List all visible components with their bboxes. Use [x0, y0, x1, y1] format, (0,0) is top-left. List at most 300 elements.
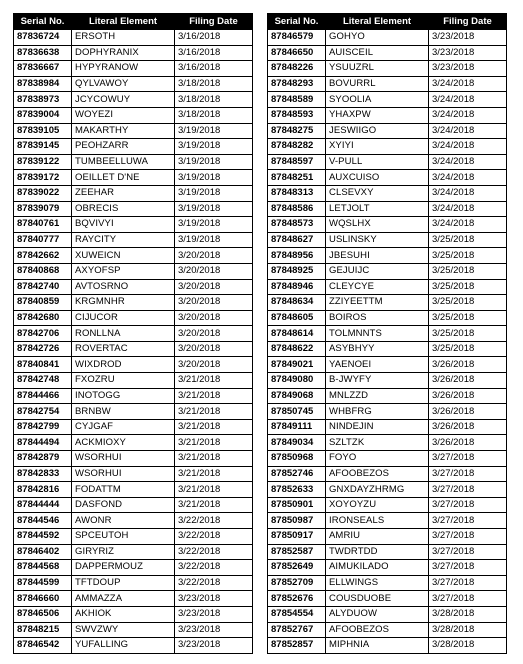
table-row [14, 263, 253, 279]
filing-table-left [13, 13, 253, 654]
literal-element-cell: BQVIVYI [72, 217, 175, 233]
filing-date-cell: 3/16/2018 [175, 45, 253, 61]
serial-number-cell: 87842662 [14, 248, 72, 264]
serial-number-cell: 87849068 [268, 388, 326, 404]
table-row [268, 435, 507, 451]
literal-element-cell: HYPYRANOW [72, 61, 175, 77]
serial-number-cell: 87844494 [14, 435, 72, 451]
serial-number-cell: 87842799 [14, 419, 72, 435]
table-row [268, 497, 507, 513]
literal-element-cell: ALYDUOW [326, 606, 429, 622]
table-row [268, 560, 507, 576]
serial-number-cell: 87852676 [268, 591, 326, 607]
serial-number-cell: 87844568 [14, 560, 72, 576]
literal-element-cell: FXOZRU [72, 373, 175, 389]
literal-element-cell: ZEEHAR [72, 185, 175, 201]
serial-number-cell: 87838984 [14, 76, 72, 92]
literal-element-cell: AVTOSRNO [72, 279, 175, 295]
table-row [268, 357, 507, 373]
filing-date-cell: 3/23/2018 [429, 30, 507, 46]
literal-element-cell: BOIROS [326, 310, 429, 326]
filing-date-cell: 3/21/2018 [175, 497, 253, 513]
literal-element-cell: BRNBW [72, 404, 175, 420]
table-row [268, 451, 507, 467]
serial-number-cell: 87840761 [14, 217, 72, 233]
table-row [268, 606, 507, 622]
serial-number-cell: 87848622 [268, 341, 326, 357]
serial-number-cell: 87842879 [14, 451, 72, 467]
filing-date-cell: 3/24/2018 [429, 107, 507, 123]
table-row [268, 248, 507, 264]
filing-date-cell: 3/21/2018 [175, 435, 253, 451]
serial-number-cell: 87848275 [268, 123, 326, 139]
table-row [14, 76, 253, 92]
serial-number-cell: 87852587 [268, 544, 326, 560]
serial-number-cell: 87844546 [14, 513, 72, 529]
filing-date-cell: 3/26/2018 [429, 373, 507, 389]
literal-element-cell: AIMUKILADO [326, 560, 429, 576]
filing-date-cell: 3/28/2018 [429, 638, 507, 654]
serial-number-cell: 87838973 [14, 92, 72, 108]
filing-date-cell: 3/25/2018 [429, 232, 507, 248]
table-row [14, 201, 253, 217]
serial-number-cell: 87848251 [268, 170, 326, 186]
literal-element-cell: AMMAZZA [72, 591, 175, 607]
serial-number-cell: 87849021 [268, 357, 326, 373]
filing-date-cell: 3/26/2018 [429, 404, 507, 420]
literal-element-cell: GNXDAYZHRMG [326, 482, 429, 498]
table-row [14, 154, 253, 170]
literal-element-cell: AUXCUISO [326, 170, 429, 186]
literal-element-cell: OEILLET D'NE [72, 170, 175, 186]
filing-date-cell: 3/22/2018 [175, 575, 253, 591]
table-row [268, 154, 507, 170]
table-row [268, 638, 507, 654]
table-row [14, 638, 253, 654]
filing-date-cell: 3/23/2018 [175, 591, 253, 607]
serial-number-cell: 87844466 [14, 388, 72, 404]
table-row [14, 513, 253, 529]
literal-element-cell: DAPPERMOUZ [72, 560, 175, 576]
right-table-body [268, 30, 507, 654]
literal-element-cell: TWDRTDD [326, 544, 429, 560]
literal-element-cell: TFTDOUP [72, 575, 175, 591]
serial-number-cell: 87848627 [268, 232, 326, 248]
literal-element-cell: PEOHZARR [72, 139, 175, 155]
table-row [268, 217, 507, 233]
filing-date-cell: 3/24/2018 [429, 217, 507, 233]
literal-element-cell: ERSOTH [72, 30, 175, 46]
literal-element-cell: WSORHUI [72, 451, 175, 467]
literal-element-cell: RONLLNA [72, 326, 175, 342]
filing-date-cell: 3/22/2018 [175, 560, 253, 576]
table-row [14, 295, 253, 311]
literal-element-cell: KRGMNHR [72, 295, 175, 311]
literal-element-cell: WQSLHX [326, 217, 429, 233]
serial-number-cell: 87839122 [14, 154, 72, 170]
serial-number-cell: 87848226 [268, 61, 326, 77]
literal-element-cell: YUFALLING [72, 638, 175, 654]
table-row [14, 529, 253, 545]
literal-element-cell: COUSDUOBE [326, 591, 429, 607]
table-row [268, 529, 507, 545]
serial-number-cell: 87850968 [268, 451, 326, 467]
filing-date-cell: 3/22/2018 [175, 544, 253, 560]
table-row [268, 326, 507, 342]
filing-date-cell: 3/25/2018 [429, 326, 507, 342]
literal-element-cell: DASFOND [72, 497, 175, 513]
serial-number-cell: 87854554 [268, 606, 326, 622]
filing-date-cell: 3/26/2018 [429, 419, 507, 435]
header-row [268, 14, 507, 30]
filing-date-cell: 3/22/2018 [175, 529, 253, 545]
serial-number-cell: 87848589 [268, 92, 326, 108]
left-table-body [14, 30, 253, 654]
serial-number-cell: 87840841 [14, 357, 72, 373]
literal-element-cell: WOYEZI [72, 107, 175, 123]
literal-element-cell: ZZIYEETTM [326, 295, 429, 311]
table-row [268, 30, 507, 46]
literal-element-cell: QYLVAWOY [72, 76, 175, 92]
table-row [14, 139, 253, 155]
header-row [14, 14, 253, 30]
serial-number-cell: 87850901 [268, 497, 326, 513]
serial-number-cell: 87848634 [268, 295, 326, 311]
table-row [14, 544, 253, 560]
filing-date-cell: 3/28/2018 [429, 622, 507, 638]
table-row [268, 404, 507, 420]
filing-date-cell: 3/27/2018 [429, 575, 507, 591]
filing-date-cell: 3/24/2018 [429, 92, 507, 108]
table-row [14, 575, 253, 591]
table-row [14, 560, 253, 576]
filing-date-cell: 3/23/2018 [429, 45, 507, 61]
serial-header: Serial No. [14, 14, 72, 30]
literal-element-cell: YSUUZRL [326, 61, 429, 77]
table-row [268, 388, 507, 404]
table-row [268, 61, 507, 77]
table-row [268, 341, 507, 357]
filing-date-cell: 3/22/2018 [175, 513, 253, 529]
table-row [14, 482, 253, 498]
table-row [14, 373, 253, 389]
literal-element-cell: GEJUIJC [326, 263, 429, 279]
filing-date-cell: 3/20/2018 [175, 326, 253, 342]
table-row [14, 591, 253, 607]
serial-number-cell: 87852746 [268, 466, 326, 482]
serial-number-cell: 87836667 [14, 61, 72, 77]
serial-number-cell: 87850987 [268, 513, 326, 529]
serial-number-cell: 87852649 [268, 560, 326, 576]
serial-number-cell: 87842754 [14, 404, 72, 420]
filing-date-cell: 3/24/2018 [429, 201, 507, 217]
literal-element-cell: FOYO [326, 451, 429, 467]
table-row [268, 373, 507, 389]
filing-date-cell: 3/19/2018 [175, 217, 253, 233]
literal-element-cell: RAYCITY [72, 232, 175, 248]
table-row [268, 45, 507, 61]
serial-number-cell: 87839004 [14, 107, 72, 123]
filing-date-cell: 3/21/2018 [175, 388, 253, 404]
table-row [268, 295, 507, 311]
serial-number-cell: 87852709 [268, 575, 326, 591]
literal-element-cell: CLSEVXY [326, 185, 429, 201]
filing-date-cell: 3/28/2018 [429, 606, 507, 622]
literal-element-cell: ASYBHYY [326, 341, 429, 357]
literal-element-cell: B-JWYFY [326, 373, 429, 389]
table-row [14, 341, 253, 357]
serial-number-cell: 87849080 [268, 373, 326, 389]
literal-element-cell: ELLWINGS [326, 575, 429, 591]
table-row [14, 232, 253, 248]
literal-element-cell: GIRYRIZ [72, 544, 175, 560]
filing-table-right [267, 13, 507, 654]
serial-number-cell: 87848605 [268, 310, 326, 326]
table-row [14, 248, 253, 264]
table-row [14, 45, 253, 61]
literal-element-cell: GOHYO [326, 30, 429, 46]
filing-date-cell: 3/19/2018 [175, 154, 253, 170]
serial-number-cell: 87848956 [268, 248, 326, 264]
serial-number-cell: 87848614 [268, 326, 326, 342]
filing-date-cell: 3/20/2018 [175, 279, 253, 295]
filing-date-cell: 3/21/2018 [175, 419, 253, 435]
literal-element-cell: XUWEICN [72, 248, 175, 264]
serial-number-cell: 87844592 [14, 529, 72, 545]
table-row [14, 622, 253, 638]
filing-date-cell: 3/23/2018 [429, 61, 507, 77]
literal-element-cell: AWONR [72, 513, 175, 529]
serial-number-cell: 87852767 [268, 622, 326, 638]
serial-number-cell: 87852857 [268, 638, 326, 654]
filing-date-cell: 3/26/2018 [429, 388, 507, 404]
serial-number-cell: 87836724 [14, 30, 72, 46]
filing-date-cell: 3/21/2018 [175, 404, 253, 420]
filing-date-cell: 3/27/2018 [429, 513, 507, 529]
serial-number-cell: 87848925 [268, 263, 326, 279]
filing-date-cell: 3/19/2018 [175, 170, 253, 186]
literal-element-cell: SZLTZK [326, 435, 429, 451]
filing-date-cell: 3/25/2018 [429, 341, 507, 357]
literal-element-cell: SPCEUTOH [72, 529, 175, 545]
filing-date-cell: 3/20/2018 [175, 310, 253, 326]
literal-element-cell: BOVURRL [326, 76, 429, 92]
date-header: Filing Date [175, 14, 253, 30]
serial-number-cell: 87846402 [14, 544, 72, 560]
serial-number-cell: 87842748 [14, 373, 72, 389]
table-row [14, 326, 253, 342]
filing-date-cell: 3/25/2018 [429, 279, 507, 295]
table-row [268, 76, 507, 92]
table-row [14, 404, 253, 420]
table-row [268, 622, 507, 638]
serial-number-cell: 87840868 [14, 263, 72, 279]
filing-date-cell: 3/21/2018 [175, 373, 253, 389]
serial-number-cell: 87849111 [268, 419, 326, 435]
filing-date-cell: 3/24/2018 [429, 139, 507, 155]
filing-date-cell: 3/25/2018 [429, 248, 507, 264]
table-row [268, 201, 507, 217]
table-row [268, 591, 507, 607]
serial-number-cell: 87840777 [14, 232, 72, 248]
literal-element-cell: V-PULL [326, 154, 429, 170]
literal-element-cell: TOLMNNTS [326, 326, 429, 342]
serial-number-cell: 87836638 [14, 45, 72, 61]
table-row [268, 263, 507, 279]
literal-element-cell: AUISCEIL [326, 45, 429, 61]
literal-element-cell: CYJGAF [72, 419, 175, 435]
filing-date-cell: 3/18/2018 [175, 107, 253, 123]
filing-date-cell: 3/27/2018 [429, 497, 507, 513]
table-row [14, 217, 253, 233]
literal-element-cell: ROVERTAC [72, 341, 175, 357]
filing-date-cell: 3/27/2018 [429, 544, 507, 560]
table-row [268, 107, 507, 123]
table-row [14, 279, 253, 295]
table-row [268, 123, 507, 139]
literal-element-cell: YAENOEI [326, 357, 429, 373]
serial-number-cell: 87846660 [14, 591, 72, 607]
literal-element-cell: INOTOGG [72, 388, 175, 404]
literal-element-cell: AKHIOK [72, 606, 175, 622]
filing-date-cell: 3/24/2018 [429, 154, 507, 170]
table-row [14, 30, 253, 46]
literal-element-cell: JBESUHI [326, 248, 429, 264]
date-header: Filing Date [429, 14, 507, 30]
filing-date-cell: 3/21/2018 [175, 466, 253, 482]
filing-date-cell: 3/27/2018 [429, 529, 507, 545]
table-row [14, 170, 253, 186]
table-row [14, 388, 253, 404]
literal-element-cell: XYIYI [326, 139, 429, 155]
filing-date-cell: 3/20/2018 [175, 295, 253, 311]
table-row [268, 466, 507, 482]
literal-element-cell: SWVZWY [72, 622, 175, 638]
serial-number-cell: 87850917 [268, 529, 326, 545]
table-row [268, 513, 507, 529]
filing-date-cell: 3/18/2018 [175, 92, 253, 108]
table-row [268, 92, 507, 108]
serial-number-cell: 87842726 [14, 341, 72, 357]
literal-element-cell: CIJUCOR [72, 310, 175, 326]
filing-date-cell: 3/19/2018 [175, 201, 253, 217]
serial-number-cell: 87844599 [14, 575, 72, 591]
filing-date-cell: 3/19/2018 [175, 185, 253, 201]
literal-element-cell: USLINSKY [326, 232, 429, 248]
literal-element-cell: SYOOLIA [326, 92, 429, 108]
serial-number-cell: 87846579 [268, 30, 326, 46]
serial-number-cell: 87846542 [14, 638, 72, 654]
table-row [14, 185, 253, 201]
literal-element-cell: LETJOLT [326, 201, 429, 217]
filing-date-cell: 3/19/2018 [175, 232, 253, 248]
literal-element-cell: JCYCOWUY [72, 92, 175, 108]
serial-number-cell: 87839079 [14, 201, 72, 217]
literal-element-cell: AXYOFSP [72, 263, 175, 279]
filing-date-cell: 3/24/2018 [429, 123, 507, 139]
serial-number-cell: 87848282 [268, 139, 326, 155]
serial-number-cell: 87848573 [268, 217, 326, 233]
filing-date-cell: 3/18/2018 [175, 76, 253, 92]
literal-element-cell: AMRIU [326, 529, 429, 545]
filing-date-cell: 3/23/2018 [175, 638, 253, 654]
literal-element-cell: DOPHYRANIX [72, 45, 175, 61]
literal-element-cell: WSORHUI [72, 466, 175, 482]
serial-number-cell: 87848313 [268, 185, 326, 201]
table-row [14, 451, 253, 467]
table-row [268, 185, 507, 201]
literal-header: Literal Element [72, 14, 175, 30]
serial-number-cell: 87848293 [268, 76, 326, 92]
table-row [268, 310, 507, 326]
table-row [268, 544, 507, 560]
literal-element-cell: ACKMIOXY [72, 435, 175, 451]
serial-number-cell: 87839172 [14, 170, 72, 186]
literal-element-cell: NINDEJIN [326, 419, 429, 435]
literal-element-cell: WHBFRG [326, 404, 429, 420]
filing-date-cell: 3/23/2018 [175, 622, 253, 638]
literal-element-cell: IRONSEALS [326, 513, 429, 529]
table-row [268, 575, 507, 591]
filing-date-cell: 3/27/2018 [429, 591, 507, 607]
serial-number-cell: 87848586 [268, 201, 326, 217]
serial-number-cell: 87839145 [14, 139, 72, 155]
filing-date-cell: 3/27/2018 [429, 466, 507, 482]
filing-date-cell: 3/27/2018 [429, 482, 507, 498]
filing-date-cell: 3/16/2018 [175, 30, 253, 46]
serial-number-cell: 87839022 [14, 185, 72, 201]
literal-element-cell: MNLZZD [326, 388, 429, 404]
filing-date-cell: 3/25/2018 [429, 310, 507, 326]
serial-number-cell: 87846506 [14, 606, 72, 622]
filing-date-cell: 3/20/2018 [175, 263, 253, 279]
serial-number-cell: 87842706 [14, 326, 72, 342]
literal-element-cell: AFOOBEZOS [326, 622, 429, 638]
literal-element-cell: MIPHNIA [326, 638, 429, 654]
literal-element-cell: MAKARTHY [72, 123, 175, 139]
serial-number-cell: 87850745 [268, 404, 326, 420]
table-row [14, 61, 253, 77]
literal-element-cell: XOYOYZU [326, 497, 429, 513]
literal-element-cell: AFOOBEZOS [326, 466, 429, 482]
serial-number-cell: 87842816 [14, 482, 72, 498]
serial-number-cell: 87842740 [14, 279, 72, 295]
table-row [14, 497, 253, 513]
literal-element-cell: WIXDROD [72, 357, 175, 373]
literal-element-cell: TUMBEELLUWA [72, 154, 175, 170]
filing-date-cell: 3/24/2018 [429, 170, 507, 186]
filing-date-cell: 3/16/2018 [175, 61, 253, 77]
filing-date-cell: 3/19/2018 [175, 123, 253, 139]
serial-number-cell: 87848215 [14, 622, 72, 638]
serial-number-cell: 87840859 [14, 295, 72, 311]
filing-date-cell: 3/25/2018 [429, 295, 507, 311]
filing-date-cell: 3/25/2018 [429, 263, 507, 279]
filing-date-cell: 3/27/2018 [429, 560, 507, 576]
serial-number-cell: 87852633 [268, 482, 326, 498]
serial-number-cell: 87844444 [14, 497, 72, 513]
table-row [268, 232, 507, 248]
filing-date-cell: 3/21/2018 [175, 451, 253, 467]
table-row [14, 357, 253, 373]
serial-number-cell: 87848593 [268, 107, 326, 123]
table-row [14, 310, 253, 326]
serial-number-cell: 87846650 [268, 45, 326, 61]
filing-date-cell: 3/21/2018 [175, 482, 253, 498]
filing-date-cell: 3/20/2018 [175, 248, 253, 264]
serial-number-cell: 87842833 [14, 466, 72, 482]
filing-date-cell: 3/19/2018 [175, 139, 253, 155]
